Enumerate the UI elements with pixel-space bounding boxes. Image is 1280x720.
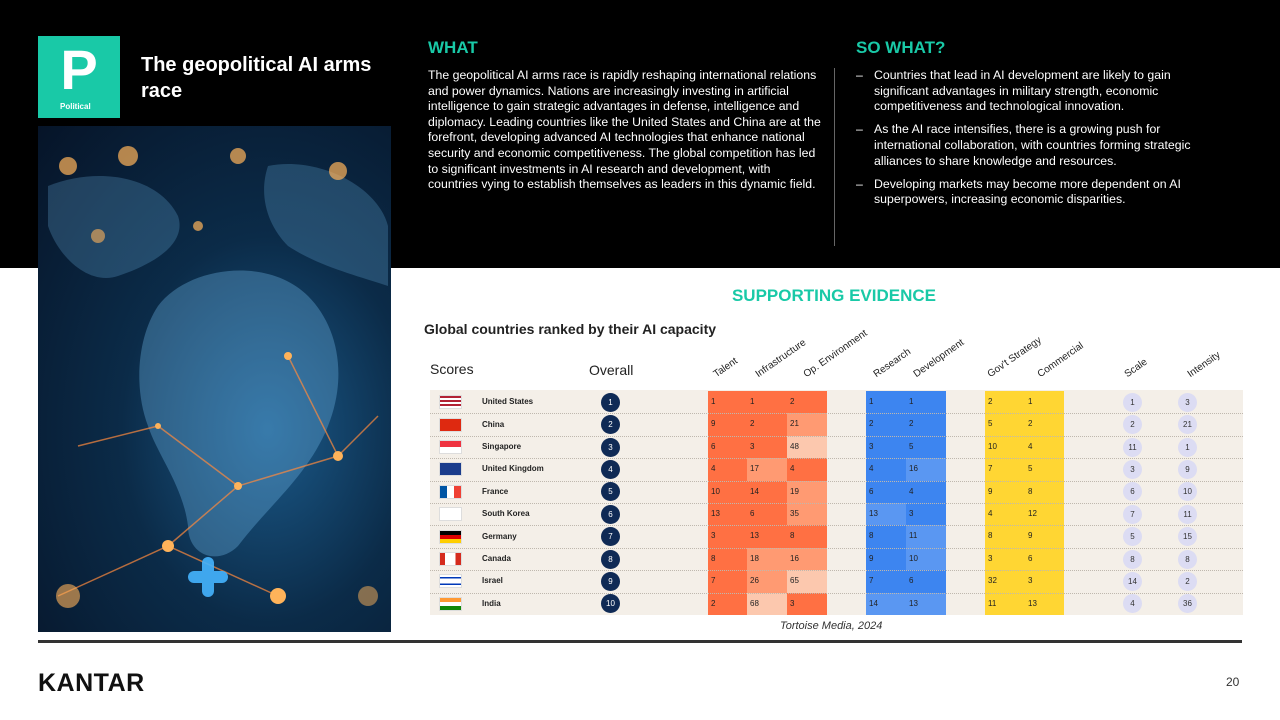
score-cell-research: 6 bbox=[869, 486, 874, 496]
score-cell-talent: 8 bbox=[711, 553, 716, 563]
country-name: Canada bbox=[482, 554, 511, 563]
score-cell-research: 2 bbox=[869, 419, 874, 429]
country-flag-icon bbox=[439, 597, 462, 611]
score-bubble-intensity: 1 bbox=[1178, 438, 1197, 457]
score-cell-research: 8 bbox=[869, 531, 874, 541]
score-cell-op-environment: 35 bbox=[787, 503, 827, 525]
col-header-govt-strategy: Gov't Strategy bbox=[985, 334, 1044, 380]
country-name: United States bbox=[482, 397, 534, 407]
row-separator bbox=[430, 503, 1243, 504]
country-flag-icon bbox=[439, 485, 462, 499]
row-separator bbox=[430, 436, 1243, 437]
score-cell-development: 13 bbox=[906, 593, 946, 615]
overall-rank-badge: 6 bbox=[601, 505, 620, 524]
score-cell-op-environment: 16 bbox=[787, 548, 827, 570]
score-bubble-scale: 11 bbox=[1123, 438, 1142, 457]
score-bubble-intensity: 2 bbox=[1178, 572, 1197, 591]
score-bubble-scale: 3 bbox=[1123, 460, 1142, 479]
score-cell-govt-strategy: 7 bbox=[988, 464, 993, 474]
score-cell-commercial: 12 bbox=[1028, 509, 1037, 518]
score-cell-govt-strategy: 8 bbox=[988, 531, 993, 541]
page-title: The geopolitical AI arms race bbox=[141, 54, 372, 102]
score-cell-talent: 10 bbox=[711, 486, 720, 496]
bullet-text: As the AI race intensifies, there is a growing push for international collaboration, with countries forming strategic alliances to share knowledge and resources. bbox=[874, 122, 1191, 168]
country-name: Israel bbox=[482, 576, 503, 586]
row-separator bbox=[430, 593, 1243, 594]
country-flag-icon bbox=[439, 574, 462, 588]
score-cell-govt-strategy: 2 bbox=[988, 397, 993, 406]
score-cell-govt-strategy: 5 bbox=[988, 419, 993, 429]
score-cell-op-environment: 21 bbox=[787, 413, 827, 435]
score-cell-talent: 1 bbox=[711, 397, 716, 406]
row-separator bbox=[430, 548, 1243, 549]
score-bubble-scale: 1 bbox=[1123, 393, 1142, 412]
country-name: India bbox=[482, 598, 501, 608]
col-header-talent: Talent bbox=[711, 355, 740, 380]
score-cell-op-environment: 19 bbox=[787, 481, 827, 503]
score-cell-development: 4 bbox=[909, 486, 914, 496]
score-cell-commercial: 4 bbox=[1028, 441, 1033, 451]
score-cell-development: 2 bbox=[909, 419, 914, 429]
score-cell-talent: 9 bbox=[711, 419, 716, 429]
score-cell-op-environment: 4 bbox=[790, 464, 795, 474]
what-heading: WHAT bbox=[428, 38, 478, 57]
score-cell-infrastructure: 68 bbox=[747, 593, 787, 615]
country-flag-icon bbox=[439, 395, 462, 409]
kantar-logo: KANTAR bbox=[38, 669, 145, 697]
country-name: Singapore bbox=[482, 442, 522, 451]
score-cell-infrastructure: 14 bbox=[750, 486, 759, 496]
score-cell-op-environment: 48 bbox=[787, 436, 827, 458]
country-name: Germany bbox=[482, 531, 517, 541]
score-cell-infrastructure: 1 bbox=[750, 397, 755, 406]
score-cell-govt-strategy: 3 bbox=[988, 553, 993, 563]
score-cell-infrastructure: 26 bbox=[747, 570, 787, 592]
footer-rule bbox=[38, 640, 1242, 643]
overall-rank-badge: 4 bbox=[601, 460, 620, 479]
col-header-infrastructure: Infrastructure bbox=[753, 337, 809, 380]
score-cell-govt-strategy: 4 bbox=[988, 509, 993, 518]
score-cell-infrastructure: 17 bbox=[747, 458, 787, 480]
bullet-text: Developing markets may become more dependent on AI superpowers, increasing economic disparities. bbox=[874, 176, 1181, 207]
so-what-heading: SO WHAT? bbox=[856, 38, 946, 57]
so-what-bullet: – Developing markets may become more dependent on AI superpowers, increasing economic disparities. bbox=[856, 176, 1181, 207]
row-separator bbox=[430, 570, 1243, 571]
score-bubble-intensity: 3 bbox=[1178, 393, 1197, 412]
score-cell-op-environment: 3 bbox=[790, 598, 795, 608]
column-divider bbox=[834, 68, 835, 246]
score-cell-commercial: 5 bbox=[1028, 464, 1033, 474]
score-bubble-intensity: 9 bbox=[1178, 460, 1197, 479]
score-cell-commercial: 9 bbox=[1028, 531, 1033, 541]
score-cell-commercial: 6 bbox=[1028, 553, 1033, 563]
score-cell-research: 1 bbox=[869, 397, 874, 406]
country-flag-icon bbox=[439, 552, 462, 566]
score-cell-govt-strategy: 11 bbox=[988, 598, 997, 608]
col-header-intensity: Intensity bbox=[1185, 349, 1223, 380]
score-cell-development: 10 bbox=[906, 548, 946, 570]
scores-label: Scores bbox=[430, 361, 474, 377]
score-bubble-scale: 4 bbox=[1123, 594, 1142, 613]
score-cell-infrastructure: 6 bbox=[750, 509, 755, 518]
score-cell-govt-strategy: 10 bbox=[988, 441, 997, 451]
score-cell-infrastructure: 3 bbox=[750, 441, 755, 451]
score-cell-op-environment: 65 bbox=[787, 570, 827, 592]
row-separator bbox=[430, 525, 1243, 526]
score-cell-development: 5 bbox=[909, 441, 914, 451]
score-cell-development: 6 bbox=[909, 576, 914, 586]
score-cell-research: 3 bbox=[869, 441, 874, 451]
col-header-scale: Scale bbox=[1122, 356, 1150, 380]
overall-rank-badge: 2 bbox=[601, 415, 620, 434]
score-cell-research: 9 bbox=[869, 553, 874, 563]
score-cell-infrastructure: 18 bbox=[747, 548, 787, 570]
score-cell-infrastructure: 2 bbox=[750, 419, 755, 429]
political-badge bbox=[38, 36, 120, 118]
score-bubble-intensity: 11 bbox=[1178, 505, 1197, 524]
country-flag-icon bbox=[439, 440, 462, 454]
score-cell-op-environment: 2 bbox=[790, 397, 795, 406]
score-cell-development: 16 bbox=[906, 458, 946, 480]
overall-rank-badge: 9 bbox=[601, 572, 620, 591]
score-bubble-intensity: 8 bbox=[1178, 550, 1197, 569]
country-name: France bbox=[482, 486, 509, 496]
score-bubble-scale: 14 bbox=[1123, 572, 1142, 591]
score-bubble-intensity: 10 bbox=[1178, 482, 1197, 501]
col-header-commercial: Commercial bbox=[1035, 340, 1086, 380]
so-what-bullet: – As the AI race intensifies, there is a growing push for international collaboration, with countries forming strategic alliances to share knowledge and resources. bbox=[856, 122, 1191, 168]
score-cell-development: 3 bbox=[909, 509, 914, 518]
score-cell-commercial: 2 bbox=[1028, 419, 1033, 429]
overall-rank-badge: 7 bbox=[601, 527, 620, 546]
score-cell-commercial: 8 bbox=[1028, 486, 1033, 496]
overall-rank-badge: 1 bbox=[601, 393, 620, 412]
score-bubble-scale: 5 bbox=[1123, 527, 1142, 546]
score-cell-talent: 7 bbox=[711, 576, 716, 586]
score-cell-research: 4 bbox=[869, 464, 874, 474]
score-cell-talent: 4 bbox=[711, 464, 716, 474]
score-cell-commercial: 1 bbox=[1028, 397, 1033, 406]
overall-rank-badge: 3 bbox=[601, 438, 620, 457]
overall-rank-badge: 10 bbox=[601, 594, 620, 613]
what-body-text: The geopolitical AI arms race is rapidly reshaping international relations and power dynamics. Nations are increasingly investing in artificial intelligence to gain strategic advantages in defense, intelligence and diplomacy. Leading countries like the United States and China are at the forefront, developing advanced AI technologies that enhance national security and economic competitiveness. The global competition has led to significant investments in AI research and development, with countries vying to establish themselves as leaders in this dynamic field. bbox=[428, 68, 821, 192]
score-cell-talent: 3 bbox=[711, 531, 716, 541]
country-flag-icon bbox=[439, 530, 462, 544]
country-name: South Korea bbox=[482, 509, 530, 519]
score-cell-research: 13 bbox=[866, 503, 906, 525]
overall-rank-badge: 5 bbox=[601, 482, 620, 501]
score-bubble-intensity: 36 bbox=[1178, 594, 1197, 613]
so-what-list bbox=[856, 68, 1226, 216]
row-separator bbox=[430, 413, 1243, 414]
score-cell-research: 7 bbox=[869, 576, 874, 586]
score-bubble-scale: 2 bbox=[1123, 415, 1142, 434]
source-note: Tortoise Media, 2024 bbox=[780, 620, 883, 632]
row-separator bbox=[430, 481, 1243, 482]
overall-label: Overall bbox=[589, 362, 634, 378]
score-bubble-scale: 6 bbox=[1123, 482, 1142, 501]
score-cell-commercial: 3 bbox=[1028, 576, 1033, 586]
score-cell-talent: 13 bbox=[711, 509, 720, 518]
badge-letter: P bbox=[60, 38, 98, 101]
overall-rank-badge: 8 bbox=[601, 550, 620, 569]
page-number: 20 bbox=[1226, 675, 1240, 689]
score-cell-talent: 2 bbox=[711, 598, 716, 608]
score-cell-govt-strategy: 9 bbox=[988, 486, 993, 496]
country-flag-icon bbox=[439, 418, 462, 432]
table-title: Global countries ranked by their AI capacity bbox=[424, 321, 717, 337]
score-bubble-intensity: 21 bbox=[1178, 415, 1197, 434]
row-separator bbox=[430, 458, 1243, 459]
country-flag-icon bbox=[439, 462, 462, 476]
badge-category: Political bbox=[60, 102, 91, 111]
col-header-op-environment: Op. Environment bbox=[801, 327, 870, 380]
so-what-bullet: – Countries that lead in AI development are likely to gain significant advantages in military strength, economic competitiveness and technological innovation. bbox=[856, 68, 1171, 114]
country-name: United Kingdom bbox=[482, 464, 544, 474]
score-cell-development: 11 bbox=[906, 525, 946, 547]
score-bubble-intensity: 15 bbox=[1178, 527, 1197, 546]
score-cell-govt-strategy: 32 bbox=[988, 576, 997, 586]
supporting-evidence-heading: SUPPORTING EVIDENCE bbox=[731, 286, 937, 305]
score-cell-development: 1 bbox=[909, 397, 914, 406]
score-cell-talent: 6 bbox=[711, 441, 716, 451]
score-cell-infrastructure: 13 bbox=[750, 531, 759, 541]
col-header-research: Research bbox=[871, 346, 914, 380]
score-bubble-scale: 8 bbox=[1123, 550, 1142, 569]
col-header-development: Development bbox=[911, 337, 967, 380]
country-flag-icon bbox=[439, 507, 462, 521]
country-name: China bbox=[482, 419, 505, 429]
score-bubble-scale: 7 bbox=[1123, 505, 1142, 524]
bullet-text: Countries that lead in AI development are likely to gain significant advantages in military strength, economic competitiveness and technological innovation. bbox=[874, 68, 1171, 114]
score-cell-research: 14 bbox=[866, 593, 906, 615]
score-cell-commercial: 13 bbox=[1028, 598, 1037, 608]
score-cell-op-environment: 8 bbox=[790, 531, 795, 541]
ai-world-map-image bbox=[38, 126, 391, 632]
